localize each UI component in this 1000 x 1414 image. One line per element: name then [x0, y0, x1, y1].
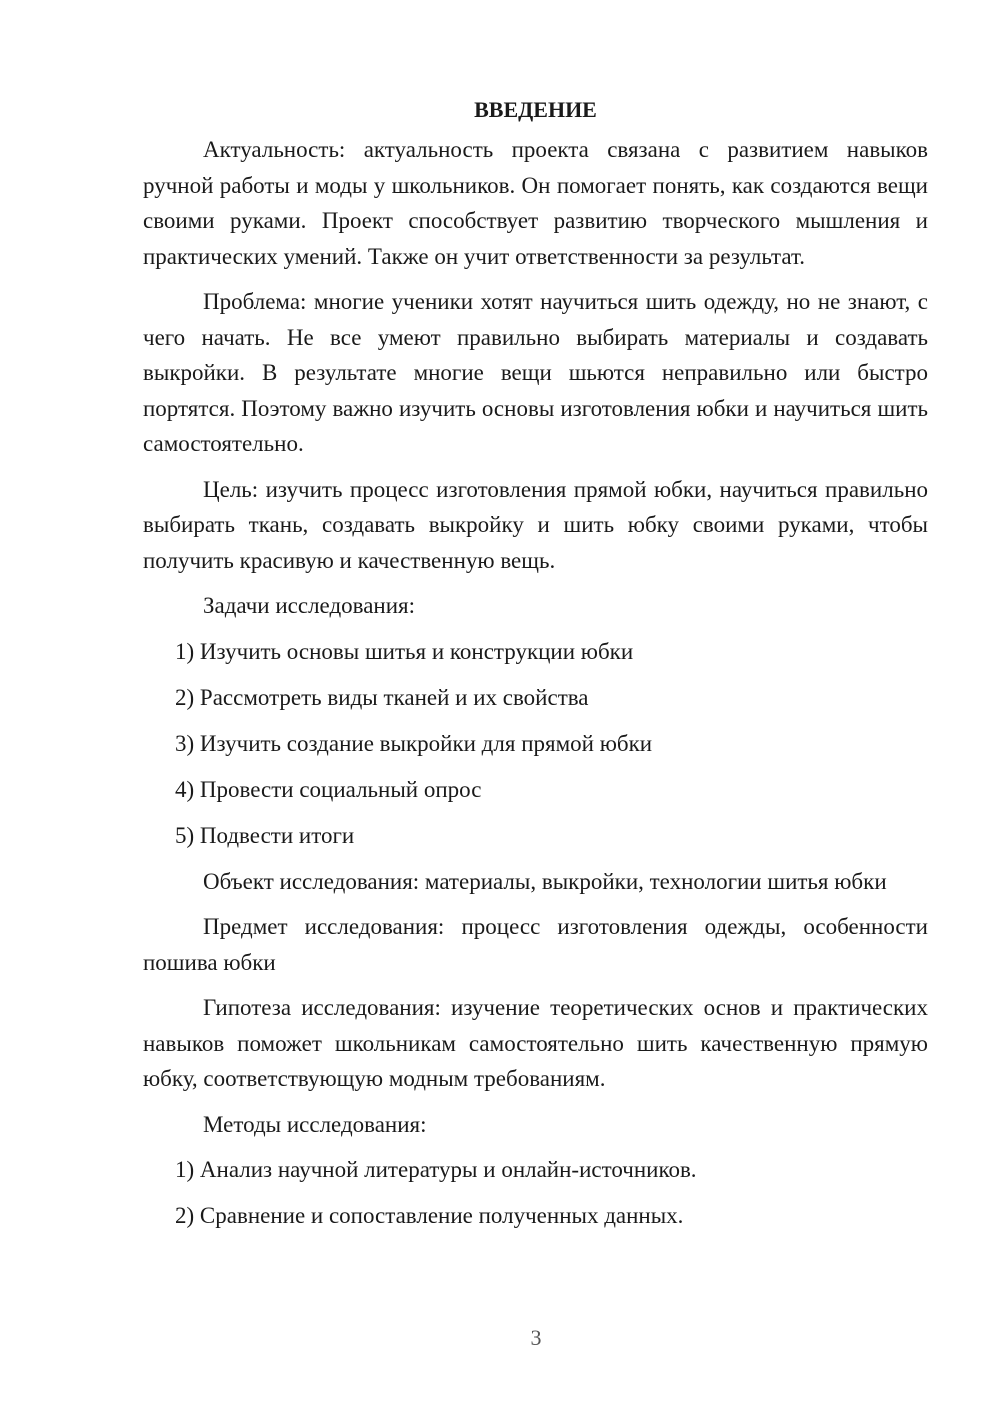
- object-paragraph: Объект исследования: материалы, выкройки, технологии шитья юбки: [203, 868, 887, 894]
- hypothesis-paragraph: Гипотеза исследования: изучение теоретических основ и практических навыков поможет школьникам самостоятельно шить качественную прямую юбку, соответствующую модным требованиям.: [143, 995, 928, 1091]
- methods-heading: Методы исследования:: [203, 1111, 427, 1137]
- task-item: 5) Подвести итоги: [175, 822, 355, 848]
- page-number: 3: [530, 1325, 542, 1350]
- subject-paragraph: Предмет исследования: процесс изготовления одежды, особенности пошива юбки: [143, 914, 928, 975]
- method-item: 1) Анализ научной литературы и онлайн-источников.: [175, 1157, 697, 1182]
- relevance-paragraph: Актуальность: актуальность проекта связана с развитием навыков ручной работы и моды у школьников. Он помогает понять, как создаются вещи своими руками. Проект способствует развитию творческого мышления и практических умений. Также он учит ответственности за результат.: [143, 137, 928, 269]
- tasks-heading: Задачи исследования:: [203, 593, 416, 618]
- task-item: 3) Изучить создание выкройки для прямой юбки: [175, 730, 653, 756]
- page-content: [143, 92, 928, 1244]
- task-item: 1) Изучить основы шитья и конструкции юбки: [175, 638, 634, 664]
- goal-paragraph: Цель: изучить процесс изготовления прямой юбки, научиться правильно выбирать ткань, создавать выкройку и шить юбку своими руками, чтобы получить красивую и качественную вещь.: [143, 476, 928, 573]
- problem-paragraph: Проблема: многие ученики хотят научиться шить одежду, но не знают, с чего начать. Не все умеют правильно выбирать материалы и создавать выкройки. В результате многие вещи шьются неправильно или быстро портятся. Поэтому важно изучить основы изготовления юбки и научиться шить самостоятельно.: [143, 289, 928, 456]
- section-title: ВВЕДЕНИЕ: [474, 97, 597, 122]
- task-item: 4) Провести социальный опрос: [175, 776, 482, 802]
- method-item: 2) Сравнение и сопоставление полученных данных.: [175, 1203, 684, 1228]
- tasks-list: [143, 634, 928, 854]
- task-item: 2) Рассмотреть виды тканей и их свойства: [175, 684, 589, 710]
- methods-list: [143, 1152, 928, 1234]
